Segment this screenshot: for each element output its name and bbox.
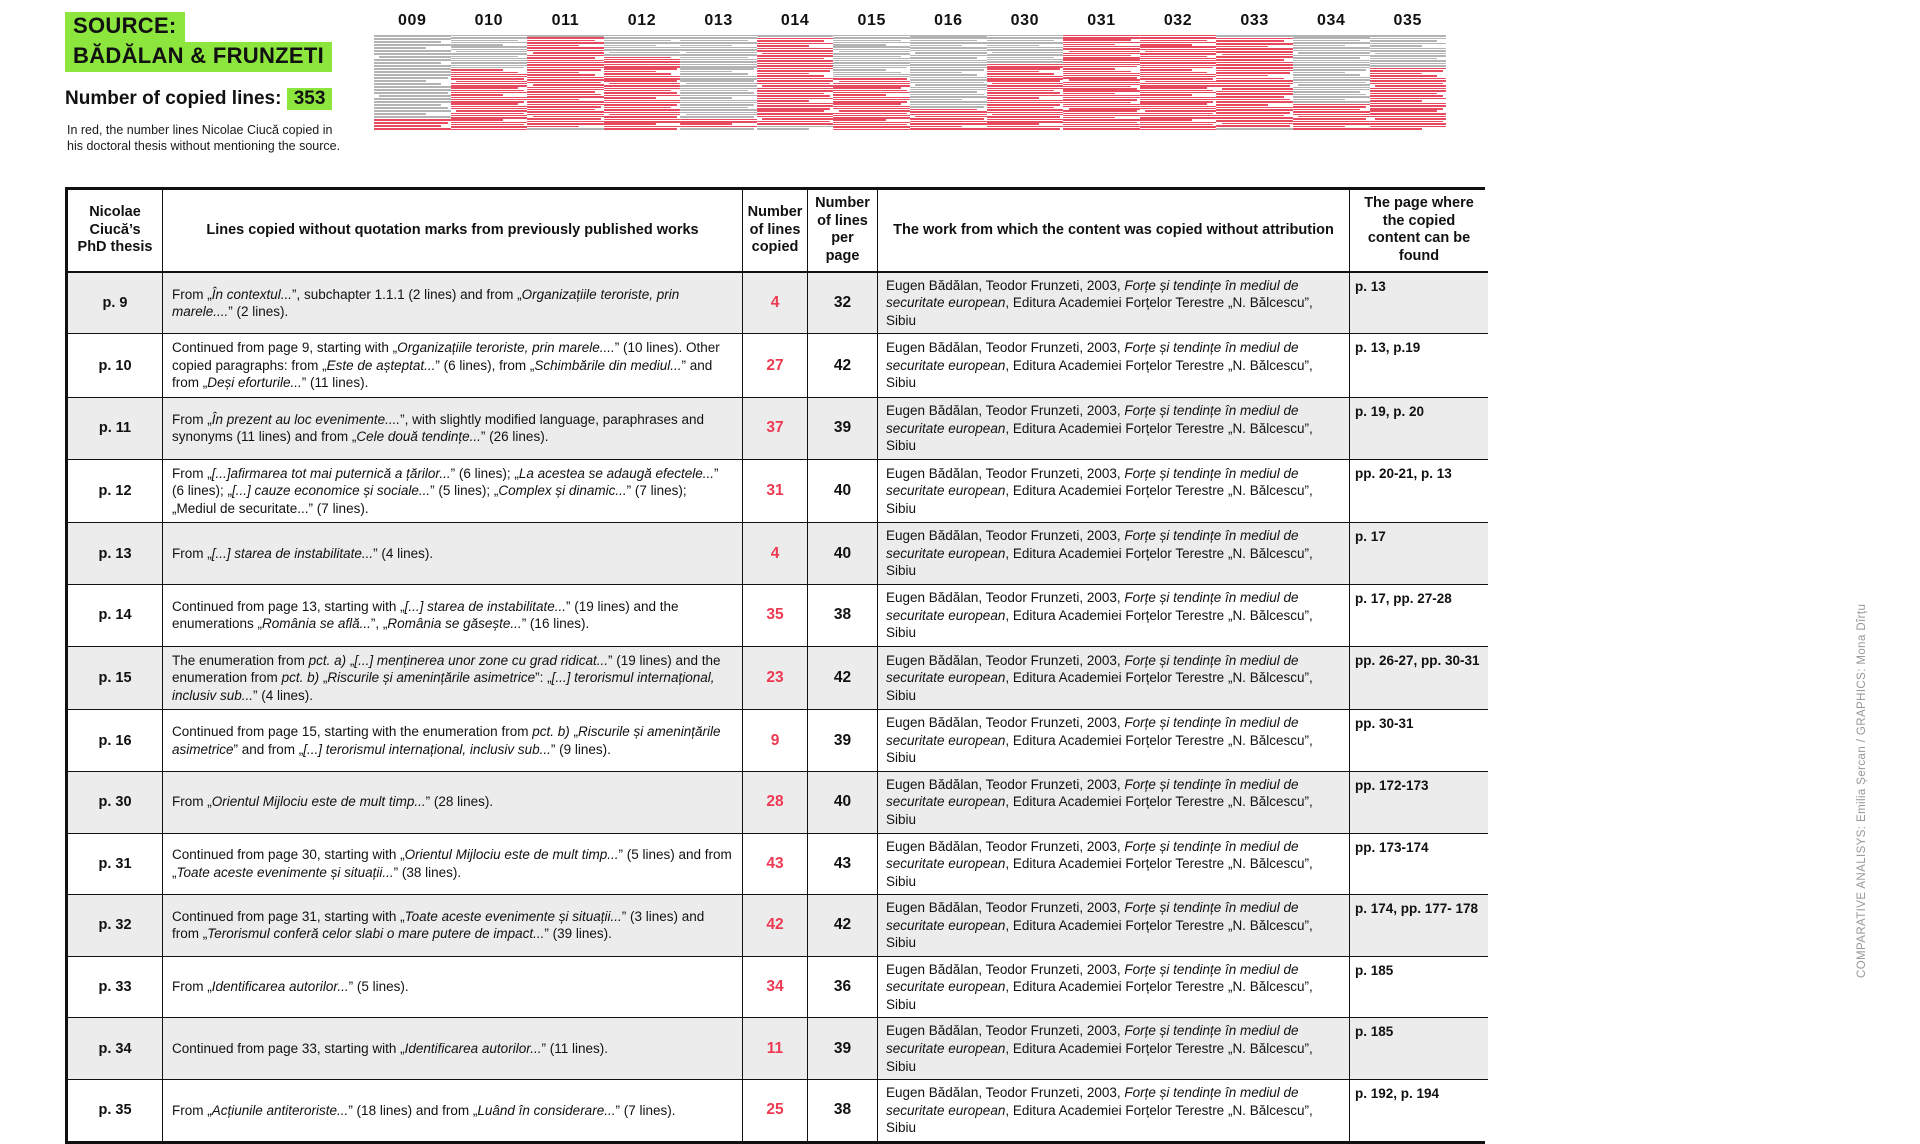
source-work-cell: Eugen Bădălan, Teodor Frunzeti, 2003, Forțe și tendințe în mediul de securitate european, Editura Academiei Forțelor Terestre „N. Bălcescu”, Sibiu bbox=[878, 334, 1350, 398]
source-work-cell: Eugen Bădălan, Teodor Frunzeti, 2003, Forțe și tendințe în mediul de securitate european, Editura Academiei Forțelor Terestre „N. Bălcescu”, Sibiu bbox=[878, 895, 1350, 957]
source-work-cell: Eugen Bădălan, Teodor Frunzeti, 2003, Forțe și tendințe în mediul de securitate european, Editura Academiei Forțelor Terestre „N. Bălcescu”, Sibiu bbox=[878, 957, 1350, 1019]
copied-lines-label: Number of copied lines: bbox=[65, 88, 282, 109]
col-header-thesis-page: Nicolae Ciucă’s PhD thesis bbox=[68, 190, 163, 273]
found-pages-cell: pp. 26-27, pp. 30-31 bbox=[1350, 647, 1488, 711]
thesis-page-cell: p. 10 bbox=[68, 334, 163, 398]
lines-per-page-cell: 38 bbox=[808, 585, 878, 647]
page-thumbnail bbox=[1063, 12, 1140, 130]
thesis-page-cell: p. 13 bbox=[68, 523, 163, 585]
page-thumbnail-label: 030 bbox=[1010, 12, 1040, 29]
page-thumbnail-lines bbox=[1140, 35, 1217, 130]
col-header-source-work: The work from which the content was copied without attribution bbox=[878, 190, 1350, 273]
copied-lines-description-cell: From „Identificarea autorilor...” (5 lines). bbox=[163, 957, 743, 1019]
page-thumbnail bbox=[910, 12, 987, 130]
lines-copied-cell: 42 bbox=[743, 895, 808, 957]
found-pages-cell: p. 17, pp. 27-28 bbox=[1350, 585, 1488, 647]
found-pages-cell: pp. 30-31 bbox=[1350, 710, 1488, 772]
page-thumbnail bbox=[1216, 12, 1293, 130]
page-thumbnail-label: 012 bbox=[627, 12, 657, 29]
page-thumbnail-label: 032 bbox=[1163, 12, 1193, 29]
lines-copied-cell: 37 bbox=[743, 398, 808, 460]
source-work-cell: Eugen Bădălan, Teodor Frunzeti, 2003, Forțe și tendințe în mediul de securitate european, Editura Academiei Forțelor Terestre „N. Bălcescu”, Sibiu bbox=[878, 1018, 1350, 1080]
copied-lines-description-cell: Continued from page 31, starting with „Toate aceste evenimente și situații...” (3 lines) and from „Terorismul conferă celor slabi o mare putere de impact...” (39 lines). bbox=[163, 895, 743, 957]
found-pages-cell: p. 192, p. 194 bbox=[1350, 1080, 1488, 1141]
page-thumbnail-label: 034 bbox=[1316, 12, 1346, 29]
page-thumbnail-lines bbox=[1293, 35, 1370, 130]
found-pages-cell: pp. 173-174 bbox=[1350, 834, 1488, 896]
comparison-table bbox=[65, 187, 1485, 1144]
source-work-cell: Eugen Bădălan, Teodor Frunzeti, 2003, Forțe și tendințe în mediul de securitate european, Editura Academiei Forțelor Terestre „N. Bălcescu”, Sibiu bbox=[878, 647, 1350, 711]
page-thumbnail bbox=[987, 12, 1064, 130]
source-work-cell: Eugen Bădălan, Teodor Frunzeti, 2003, Forțe și tendințe în mediul de securitate european, Editura Academiei Forțelor Terestre „N. Bălcescu”, Sibiu bbox=[878, 834, 1350, 896]
copied-lines-value: 353 bbox=[287, 88, 333, 110]
col-header-found-pages: The page where the copied content can be found bbox=[1350, 190, 1488, 273]
source-work-cell: Eugen Bădălan, Teodor Frunzeti, 2003, Forțe și tendințe în mediul de securitate european, Editura Academiei Forțelor Terestre „N. Bălcescu”, Sibiu bbox=[878, 398, 1350, 460]
found-pages-cell: p. 185 bbox=[1350, 1018, 1488, 1080]
lines-per-page-cell: 39 bbox=[808, 1018, 878, 1080]
thesis-page-cell: p. 32 bbox=[68, 895, 163, 957]
page-thumbnail-lines bbox=[451, 35, 528, 130]
source-work-cell: Eugen Bădălan, Teodor Frunzeti, 2003, Forțe și tendințe în mediul de securitate european, Editura Academiei Forțelor Terestre „N. Bălcescu”, Sibiu bbox=[878, 772, 1350, 834]
lines-copied-cell: 31 bbox=[743, 460, 808, 524]
page-thumbnail-lines bbox=[374, 35, 451, 130]
page-thumbnail-lines bbox=[1216, 35, 1293, 130]
page-thumbnail bbox=[451, 12, 528, 130]
page-thumbnail-lines bbox=[604, 35, 681, 130]
found-pages-cell: p. 19, p. 20 bbox=[1350, 398, 1488, 460]
found-pages-cell: p. 17 bbox=[1350, 523, 1488, 585]
page-thumbnail-label: 035 bbox=[1393, 12, 1423, 29]
thumbnails bbox=[374, 12, 1446, 130]
page-thumbnail-lines bbox=[680, 35, 757, 130]
copied-lines-description-cell: Continued from page 15, starting with the enumeration from pct. b) „Riscurile și amenințările asimetrice” and from „[...] terorismul internațional, inclusiv sub...” (9 lines). bbox=[163, 710, 743, 772]
found-pages-cell: p. 185 bbox=[1350, 957, 1488, 1019]
copied-lines-description-cell: From „[...]afirmarea tot mai puternică a țărilor...” (6 lines); „La acestea se adaugă efectele...” (6 lines); „[...] cauze economice și sociale...” (5 lines); „Complex și dinamic...” (7 lines); „Mediul de securitate...” (7 lines). bbox=[163, 460, 743, 524]
lines-per-page-cell: 38 bbox=[808, 1080, 878, 1141]
lines-copied-cell: 35 bbox=[743, 585, 808, 647]
page-thumbnail bbox=[1140, 12, 1217, 130]
lines-per-page-cell: 40 bbox=[808, 460, 878, 524]
page-thumbnail-label: 016 bbox=[934, 12, 963, 29]
page-thumbnail-label: 033 bbox=[1240, 12, 1269, 29]
thesis-page-cell: p. 16 bbox=[68, 710, 163, 772]
lines-per-page-cell: 39 bbox=[808, 710, 878, 772]
header bbox=[65, 12, 332, 72]
lines-copied-cell: 43 bbox=[743, 834, 808, 896]
col-header-lines-copied: Number of lines copied bbox=[743, 190, 808, 273]
lines-copied-cell: 4 bbox=[743, 523, 808, 585]
thesis-page-cell: p. 14 bbox=[68, 585, 163, 647]
source-name: BĂDĂLAN & FRUNZETI bbox=[65, 42, 332, 72]
page-thumbnail-lines bbox=[757, 35, 834, 130]
copied-lines-description-cell: From „[...] starea de instabilitate...” (4 lines). bbox=[163, 523, 743, 585]
thesis-page-cell: p. 33 bbox=[68, 957, 163, 1019]
copied-lines-description-cell: Continued from page 9, starting with „Organizațiile teroriste, prin marele....” (10 lines). Other copied paragraphs: from „Este de așteptat...” (6 lines), from „Schimbările din mediul...” and from „Deși eforturile...” (11 lines). bbox=[163, 334, 743, 398]
lines-per-page-cell: 40 bbox=[808, 523, 878, 585]
thesis-page-cell: p. 9 bbox=[68, 273, 163, 335]
copied-lines-description-cell: Continued from page 33, starting with „Identificarea autorilor...” (11 lines). bbox=[163, 1018, 743, 1080]
copied-lines-description-cell: Continued from page 30, starting with „Orientul Mijlociu este de mult timp...” (5 lines) and from „Toate aceste evenimente și situații...” (38 lines). bbox=[163, 834, 743, 896]
legend-caption-line2: his doctoral thesis without mentioning the source. bbox=[67, 139, 341, 154]
found-pages-cell: p. 174, pp. 177- 178 bbox=[1350, 895, 1488, 957]
thesis-page-cell: p. 35 bbox=[68, 1080, 163, 1141]
source-work-cell: Eugen Bădălan, Teodor Frunzeti, 2003, Forțe și tendințe în mediul de securitate european, Editura Academiei Forțelor Terestre „N. Bălcescu”, Sibiu bbox=[878, 460, 1350, 524]
lines-copied-cell: 25 bbox=[743, 1080, 808, 1141]
lines-per-page-cell: 32 bbox=[808, 273, 878, 335]
lines-per-page-cell: 40 bbox=[808, 772, 878, 834]
found-pages-cell: pp. 20-21, p. 13 bbox=[1350, 460, 1488, 524]
lines-per-page-cell: 42 bbox=[808, 647, 878, 711]
lines-per-page-cell: 42 bbox=[808, 334, 878, 398]
source-work-cell: Eugen Bădălan, Teodor Frunzeti, 2003, Forțe și tendințe în mediul de securitate european, Editura Academiei Forțelor Terestre „N. Bălcescu”, Sibiu bbox=[878, 273, 1350, 335]
page-thumbnail-lines bbox=[910, 35, 987, 130]
legend-caption bbox=[67, 122, 340, 155]
found-pages-cell: p. 13, p.19 bbox=[1350, 334, 1488, 398]
page-thumbnail-label: 015 bbox=[857, 12, 886, 29]
page-thumbnail bbox=[833, 12, 910, 130]
page-thumbnail-label: 009 bbox=[398, 12, 427, 29]
lines-copied-cell: 4 bbox=[743, 273, 808, 335]
page-thumbnail-lines bbox=[1063, 35, 1140, 130]
copied-lines-description-cell: From „Orientul Mijlociu este de mult timp...” (28 lines). bbox=[163, 772, 743, 834]
lines-copied-cell: 23 bbox=[743, 647, 808, 711]
copied-lines-description-cell: From „În contextul...”, subchapter 1.1.1 (2 lines) and from „Organizațiile teroriste, prin marele....” (2 lines). bbox=[163, 273, 743, 335]
page-thumbnail-label: 010 bbox=[474, 12, 504, 29]
col-header-lines-per-page: Number of lines per page bbox=[808, 190, 878, 273]
thesis-page-cell: p. 12 bbox=[68, 460, 163, 524]
page-thumbnail bbox=[680, 12, 757, 130]
lines-copied-cell: 34 bbox=[743, 957, 808, 1019]
lines-copied-cell: 9 bbox=[743, 710, 808, 772]
copied-lines-description-cell: From „În prezent au loc evenimente....”, with slightly modified language, paraphrases and synonyms (11 lines) and from „Cele două tendințe...” (26 lines). bbox=[163, 398, 743, 460]
legend-caption-line1: In red, the number lines Nicolae Ciucă copied in bbox=[67, 123, 333, 137]
page-thumbnail-label: 011 bbox=[551, 12, 580, 29]
page-thumbnail-lines bbox=[527, 35, 604, 130]
page-thumbnail-label: 031 bbox=[1087, 12, 1116, 29]
page-thumbnail-lines bbox=[833, 35, 910, 130]
lines-copied-cell: 11 bbox=[743, 1018, 808, 1080]
page-thumbnail-lines bbox=[987, 35, 1064, 130]
lines-per-page-cell: 36 bbox=[808, 957, 878, 1019]
copied-lines-description-cell: Continued from page 13, starting with „[...] starea de instabilitate...” (19 lines) and the enumerations „România se află...”, „România se găsește...” (16 lines). bbox=[163, 585, 743, 647]
page-thumbnail-lines bbox=[1370, 35, 1447, 130]
page-thumbnail bbox=[1293, 12, 1370, 130]
thesis-page-cell: p. 11 bbox=[68, 398, 163, 460]
copied-lines-description-cell: From „Acțiunile antiteroriste...” (18 lines) and from „Luând în considerare...” (7 lines). bbox=[163, 1080, 743, 1141]
thesis-page-cell: p. 34 bbox=[68, 1018, 163, 1080]
source-work-cell: Eugen Bădălan, Teodor Frunzeti, 2003, Forțe și tendințe în mediul de securitate european, Editura Academiei Forțelor Terestre „N. Bălcescu”, Sibiu bbox=[878, 523, 1350, 585]
lines-per-page-cell: 43 bbox=[808, 834, 878, 896]
source-work-cell: Eugen Bădălan, Teodor Frunzeti, 2003, Forțe și tendințe în mediul de securitate european, Editura Academiei Forțelor Terestre „N. Bălcescu”, Sibiu bbox=[878, 710, 1350, 772]
copied-lines-total bbox=[65, 88, 332, 110]
thesis-page-cell: p. 30 bbox=[68, 772, 163, 834]
page-thumbnail bbox=[604, 12, 681, 130]
lines-copied-cell: 27 bbox=[743, 334, 808, 398]
credits: COMPARATIVE ANALISYS: Emilia Șercan / GRAPHICS: Mona Dîrțu bbox=[1856, 603, 1868, 978]
page-thumbnail bbox=[374, 12, 451, 130]
source-work-cell: Eugen Bădălan, Teodor Frunzeti, 2003, Forțe și tendințe în mediul de securitate european, Editura Academiei Forțelor Terestre „N. Bălcescu”, Sibiu bbox=[878, 585, 1350, 647]
lines-per-page-cell: 42 bbox=[808, 895, 878, 957]
page-thumbnail bbox=[527, 12, 604, 130]
source-work-cell: Eugen Bădălan, Teodor Frunzeti, 2003, Forțe și tendințe în mediul de securitate european, Editura Academiei Forțelor Terestre „N. Bălcescu”, Sibiu bbox=[878, 1080, 1350, 1141]
page-thumbnail-label: 013 bbox=[704, 12, 733, 29]
thesis-page-cell: p. 15 bbox=[68, 647, 163, 711]
lines-per-page-cell: 39 bbox=[808, 398, 878, 460]
copied-lines-description-cell: The enumeration from pct. a) „[...] menținerea unor zone cu grad ridicat...” (19 lines) and the enumeration from pct. b) „Riscurile și amenințările asimetrice”: „[...] terorismul internațional, inclusiv sub...” (4 lines). bbox=[163, 647, 743, 711]
thesis-page-cell: p. 31 bbox=[68, 834, 163, 896]
found-pages-cell: pp. 172-173 bbox=[1350, 772, 1488, 834]
lines-copied-cell: 28 bbox=[743, 772, 808, 834]
found-pages-cell: p. 13 bbox=[1350, 273, 1488, 335]
page-thumbnail bbox=[1370, 12, 1447, 130]
col-header-copied-lines-description: Lines copied without quotation marks from previously published works bbox=[163, 190, 743, 273]
page-thumbnail-label: 014 bbox=[780, 12, 810, 29]
source-label: SOURCE: bbox=[65, 12, 185, 42]
page-thumbnail bbox=[757, 12, 834, 130]
